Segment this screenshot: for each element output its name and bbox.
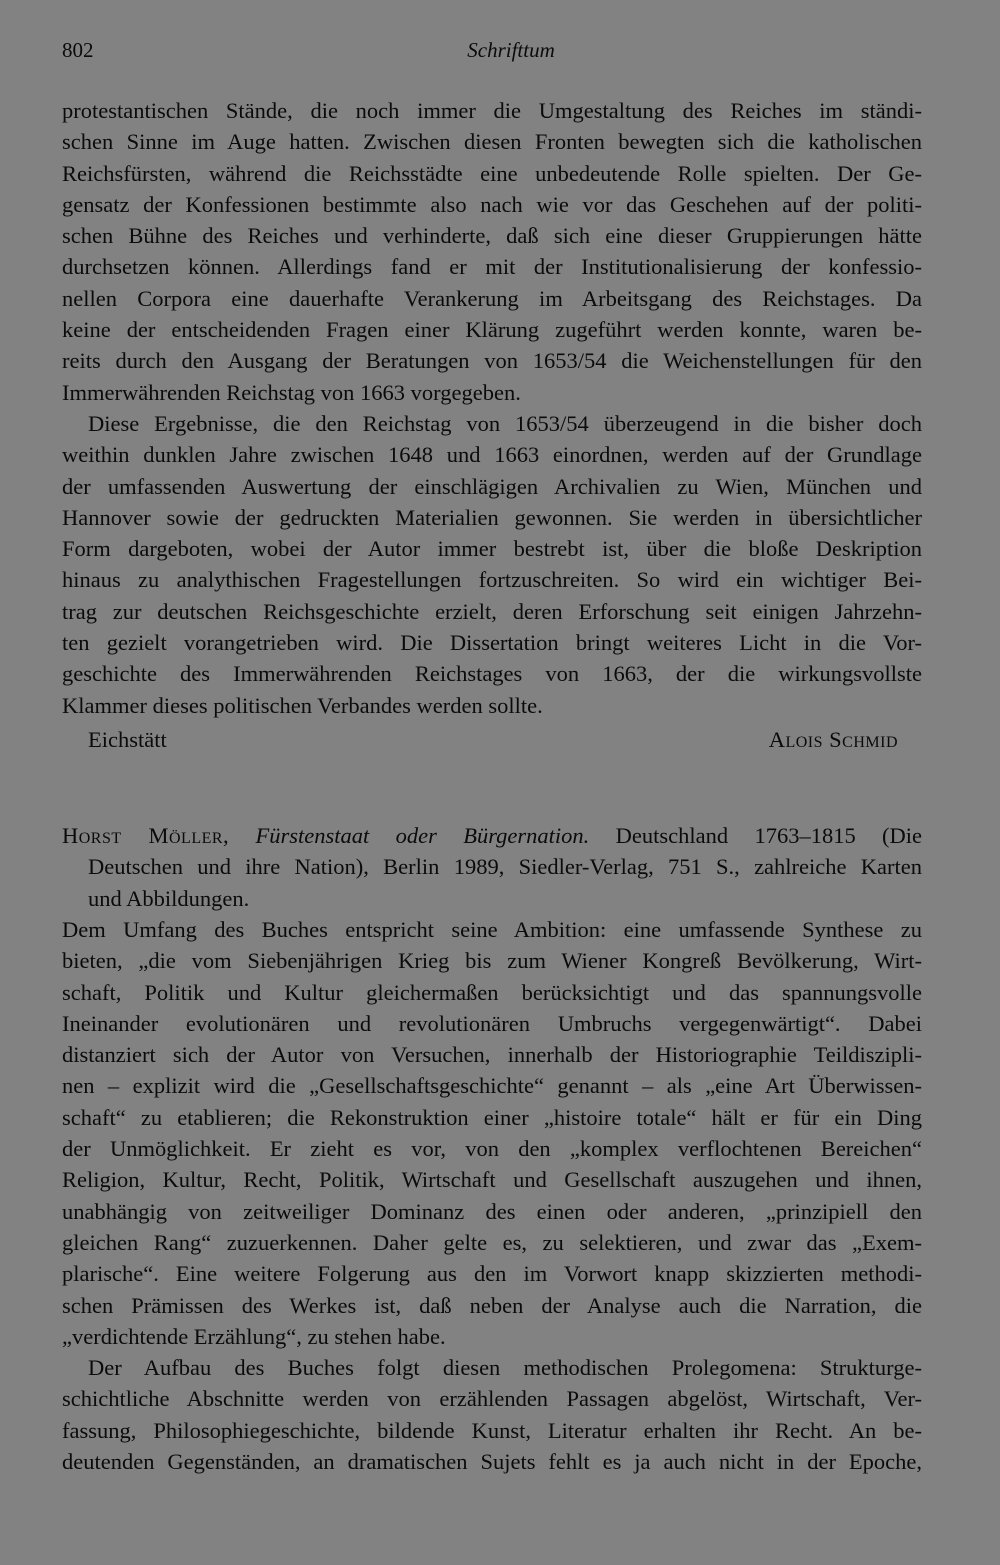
text-line: gensatz der Konfessionen bestimmte also nach wie vor das Geschehen auf der politi- <box>62 191 922 217</box>
text-line: schen Prämissen des Werkes ist, daß neben der Analyse auch die Narration, die <box>62 1292 922 1318</box>
text-line: reits durch den Ausgang der Beratungen von 1653/54 die Weichenstellungen für den <box>62 348 922 374</box>
text-line: der umfassenden Auswertung der einschlägigen Archivalien zu Wien, München und <box>62 473 922 499</box>
text-line: geschichte des Immerwährenden Reichstages von 1663, der die wirkungsvollste <box>62 661 922 687</box>
citation-author: Horst Möller, <box>62 823 230 848</box>
text-line: fassung, Philosophiegeschichte, bildende Kunst, Literatur erhalten ihr Recht. An be- <box>62 1417 922 1443</box>
running-head <box>62 38 920 68</box>
text-line: schen Bühne des Reiches und verhinderte, daß sich eine dieser Gruppierungen hätte <box>62 223 922 249</box>
text-line: nellen Corpora eine dauerhafte Verankerung im Arbeitsgang des Reichstages. Da <box>62 285 922 311</box>
citation-line: und Abbildungen. <box>88 885 250 911</box>
citation-details: Deutschland 1763–1815 (Die <box>615 823 923 848</box>
text-line: schen Sinne im Auge hatten. Zwischen diesen Fronten bewegten sich die katholischen <box>62 129 922 155</box>
text-line: schichtliche Abschnitte werden von erzählenden Passagen abgelöst, Wirtschaft, Ver- <box>62 1386 922 1412</box>
text-line: hinaus zu analythischen Fragestellungen fortzuschreiten. So wird ein wichtiger Bei- <box>62 567 922 593</box>
review-2-text <box>62 914 922 1477</box>
text-line: gleichen Rang“ zuzuerkennen. Daher gelte es, zu selektieren, und zwar das „Exem- <box>62 1229 922 1255</box>
text-line: nen – explizit wird die „Gesellschaftsgeschichte“ genannt – als „eine Art Überwissen- <box>62 1073 922 1099</box>
text-line: „verdichtende Erzählung“, zu stehen habe. <box>62 1323 446 1349</box>
signature-place: Eichstätt <box>88 727 167 752</box>
text-line: Religion, Kultur, Recht, Politik, Wirtschaft und Gesellschaft auszugehen und ihnen, <box>62 1167 922 1193</box>
text-line: durchsetzen können. Allerdings fand er mit der Institutionalisierung der konfessio- <box>62 254 922 280</box>
text-line: ten gezielt vorangetrieben wird. Die Dissertation bringt weiteres Licht in die Vor- <box>62 630 922 656</box>
review-2-citation <box>62 820 922 914</box>
signature-author: Alois Schmid <box>768 727 898 752</box>
text-line: unabhängig von zeitweiliger Dominanz des einen oder anderen, „prinzipiell den <box>62 1198 922 1224</box>
text-line: der Unmöglichkeit. Er zieht es vor, von den „komplex verflochtenen Bereichen“ <box>62 1136 922 1162</box>
running-title: Schrifttum <box>467 38 555 62</box>
citation-line <box>62 820 922 851</box>
text-line: Dem Umfang des Buches entspricht seine Ambition: eine umfassende Synthese zu <box>62 917 922 942</box>
text-line: protestantischen Stände, die noch immer die Umgestaltung des Reiches im ständi- <box>62 98 922 123</box>
text-line: bieten, „die vom Siebenjährigen Krieg bis zum Wiener Kongreß Bevölkerung, Wirt- <box>62 948 922 974</box>
text-line: plarische“. Eine weitere Folgerung aus den im Vorwort knapp skizzierten methodi- <box>62 1261 922 1287</box>
review-1-signature <box>62 727 898 759</box>
text-line: Diese Ergebnisse, die den Reichstag von 1653/54 überzeugend in die bisher doch <box>88 410 922 436</box>
page-number: 802 <box>62 38 94 62</box>
text-line: schaft“ zu etablieren; die Rekonstruktion einer „histoire totale“ hält er für ein Ding <box>62 1104 922 1130</box>
text-line: Ineinander evolutionären und revolutionären Umbruchs vergegenwärtigt“. Dabei <box>62 1010 922 1036</box>
text-line: weithin dunklen Jahre zwischen 1648 und 1663 einordnen, werden auf der Grundlage <box>62 442 922 468</box>
text-line: deutenden Gegenständen, an dramatischen Sujets fehlt es ja auch nicht in der Epoche, <box>62 1449 922 1475</box>
text-line: schaft, Politik und Kultur gleichermaßen berücksichtigt und das spannungsvolle <box>62 979 922 1005</box>
text-line: Form dargeboten, wobei der Autor immer bestrebt ist, über die bloße Deskription <box>62 536 922 562</box>
citation-title: Fürstenstaat oder Bürgernation. <box>255 823 590 848</box>
text-line: trag zur deutschen Reichsgeschichte erzielt, deren Erforschung seit einigen Jahrzehn- <box>62 598 922 624</box>
text-line: Hannover sowie der gedruckten Materialien gewonnen. Sie werden in übersichtlicher <box>62 504 922 530</box>
text-line: Reichsfürsten, während die Reichsstädte eine unbedeutende Rolle spielten. Der Ge- <box>62 160 922 186</box>
text-line: Der Aufbau des Buches folgt diesen methodischen Prolegomena: Strukturge- <box>88 1355 922 1381</box>
review-1-text <box>62 95 922 721</box>
citation-line: Deutschen und ihre Nation), Berlin 1989, Siedler-Verlag, 751 S., zahlreiche Karten <box>88 854 922 880</box>
text-line: Immerwährenden Reichstag von 1663 vorgegeben. <box>62 379 521 405</box>
text-line: distanziert sich der Autor von Versuchen, innerhalb der Historiographie Teildiszipli- <box>62 1042 922 1068</box>
text-line: Klammer dieses politischen Verbandes werden sollte. <box>62 692 543 718</box>
text-line: keine der entscheidenden Fragen einer Klärung zugeführt werden konnte, waren be- <box>62 317 922 343</box>
